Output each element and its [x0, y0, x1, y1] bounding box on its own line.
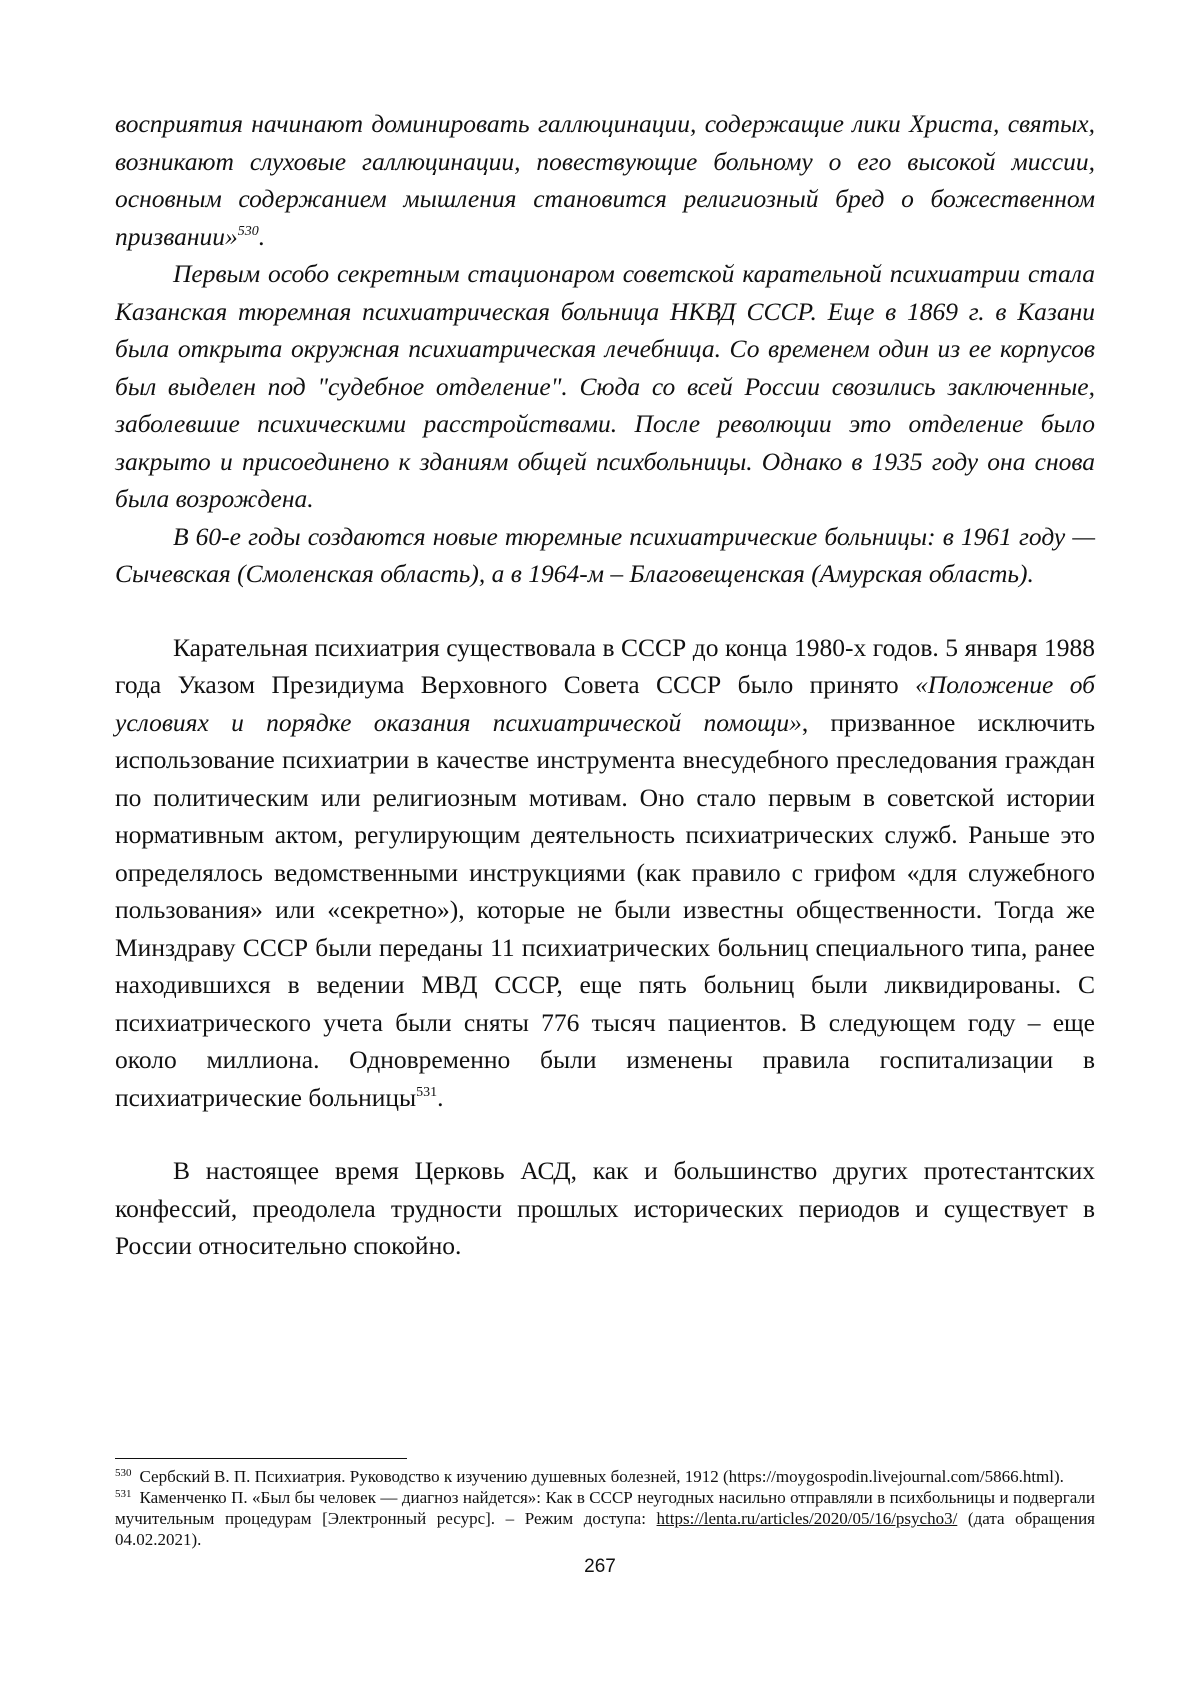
punitive-psychiatry-paragraph [115, 629, 1095, 1117]
footnote-531-tail: (дата обращения 04.02.2021). [115, 1509, 1095, 1549]
kazan-hospital-paragraph: Первым особо секретным стационаром советской карательной психиатрии стала Казанская тюремная психиатрическая больница НКВД СССР. Еще в 1869 г. в Казани была открыта окружная психиатрическая лечебница. Со временем один из ее корпусов был выделен под "судебное отделение". Сюда со всей России свозились заключенные, заболевшие психическими расстройствами. После революции это отделение было закрыто и присоединено к зданиям общей психбольницы. Однако в 1935 году она снова была возрождена. [115, 259, 1095, 513]
paragraph-gap [115, 1116, 1095, 1152]
main-text [115, 105, 1095, 1265]
footnote-530-text: Сербский В. П. Психиатрия. Руководство к изучению душевных болезней, 1912 (https://moygospodin.livejournal.com/5866.html). [139, 1467, 1064, 1486]
church-present-paragraph: В настоящее время Церковь АСД, как и большинство других протестантских конфессий, преодолела трудности прошлых исторических периодов и существует в России относительно спокойно. [115, 1156, 1095, 1260]
footnote-531-text: Каменченко П. «Был бы человек — диагноз найдется»: Как в СССР неугодных насильно отправляли в психбольницы и подвергали мучительным процедурам [Электронный ресурс]. – Режим доступа: [115, 1488, 1095, 1528]
footnote-ref-531[interactable]: 531 [416, 1084, 438, 1100]
quote-end: . [258, 221, 266, 251]
footnote-531-number: 531 [115, 1488, 132, 1500]
para4-start: Карательная психиатрия существовала в СССР до конца 1980-х годов. 5 января 1988 года Указом Президиума Верховного Совета СССР было принято [115, 632, 1095, 699]
paragraph-gap [115, 593, 1095, 629]
page-number: 267 [584, 1556, 616, 1577]
quote-text: восприятия начинают доминировать галлюцинации, содержащие лики Христа, святых, возникают слуховые галлюцинации, повествующие больному о его высокой миссии, основным содержанием мышления становится религиозный бред о божественном призвании» [115, 109, 1095, 251]
footnotes [115, 1466, 1095, 1550]
footnote-ref-530[interactable]: 530 [237, 223, 259, 239]
footnote-530-number: 530 [115, 1467, 132, 1479]
footnote-separator [115, 1458, 407, 1459]
italic-quote-paragraph [115, 105, 1095, 255]
para4-end: . [437, 1082, 444, 1112]
footnote-530 [115, 1466, 1095, 1487]
footnote-531-link[interactable]: https://lenta.ru/articles/2020/05/16/psycho3/ [656, 1509, 958, 1528]
footnote-531 [115, 1487, 1095, 1550]
new-hospitals-paragraph: В 60-е годы создаются новые тюремные психиатрические больницы: в 1961 году — Сычевская (Смоленская область), а в 1964-м – Благовещенская (Амурская область). [115, 521, 1095, 588]
regulation-title: «Положение об условиях и порядке оказания психиатрической помощи» [115, 670, 1096, 737]
para4-rest: , призванное исключить использование психиатрии в качестве инструмента внесудебного преследования граждан по политическим или религиозным мотивам. Оно стало первым в советской истории нормативным актом, регулирующим деятельность психиатрических служб. Раньше это определялось ведомственными инструкциями (как правило с грифом «для служебного пользования» или «секретно»), которые не были известны общественности. Тогда же Минздраву СССР были переданы 11 психиатрических больниц специального типа, ранее находившихся в ведении МВД СССР, еще пять больниц были ликвидированы. С психиатрического учета были сняты 776 тысяч пациентов. В следующем году – еще около миллиона. Одновременно были изменены правила госпитализации в психиатрические больницы [115, 707, 1096, 1112]
